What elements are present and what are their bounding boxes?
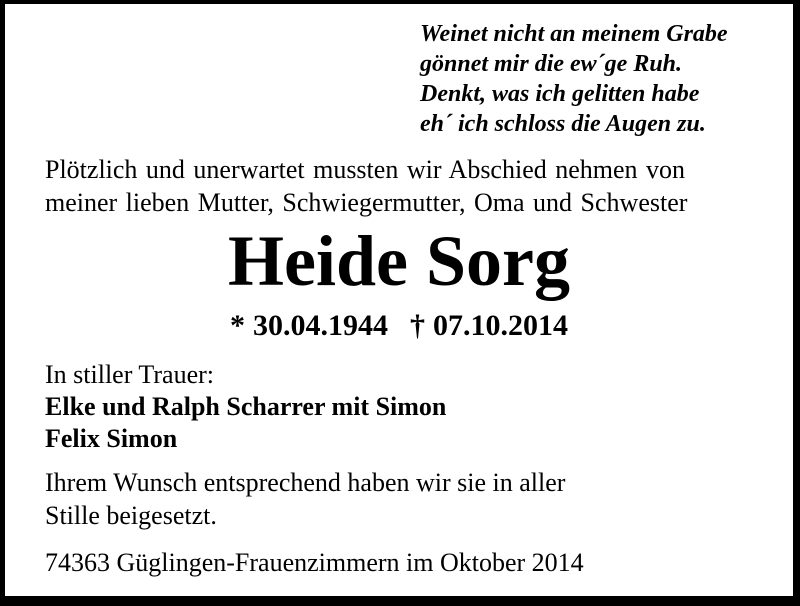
poem-line: Denkt, was ich gelitten habe [420,81,700,107]
death-date: 07.10.2014 [433,309,568,342]
announcement-text [45,153,687,219]
announcement-line: meiner lieben Mutter, Schwiegermutter, Oma und Schwester [45,188,688,217]
deceased-name: Heide Sorg [228,221,570,301]
place-and-date: 74363 Güglingen-Frauenzimmern im Oktober 2014 [45,548,584,577]
burial-line: Ihrem Wunsch entsprechend haben wir sie in aller [45,468,566,497]
memorial-poem [420,19,728,139]
birth-symbol: * [230,309,245,342]
mourner-name: Elke und Ralph Scharrer mit Simon [45,392,447,421]
burial-note [45,466,565,532]
poem-line: gönnet mir die ew´ge Ruh. [420,51,683,77]
mourner-name: Felix Simon [45,424,178,453]
death-date-group [410,309,568,342]
life-dates [5,309,793,343]
birth-date-group [230,309,388,342]
poem-line: Weinet nicht an meinem Grabe [420,21,728,47]
mourners-section [45,359,446,455]
birth-date: 30.04.1944 [253,309,388,342]
death-symbol: † [410,309,425,342]
burial-line: Stille beigesetzt. [45,501,217,530]
mourners-intro: In stiller Trauer: [45,360,214,389]
poem-line: eh´ ich schloss die Augen zu. [420,111,706,137]
announcement-line: Plötzlich und unerwartet mussten wir Abschied nehmen von [45,155,686,184]
